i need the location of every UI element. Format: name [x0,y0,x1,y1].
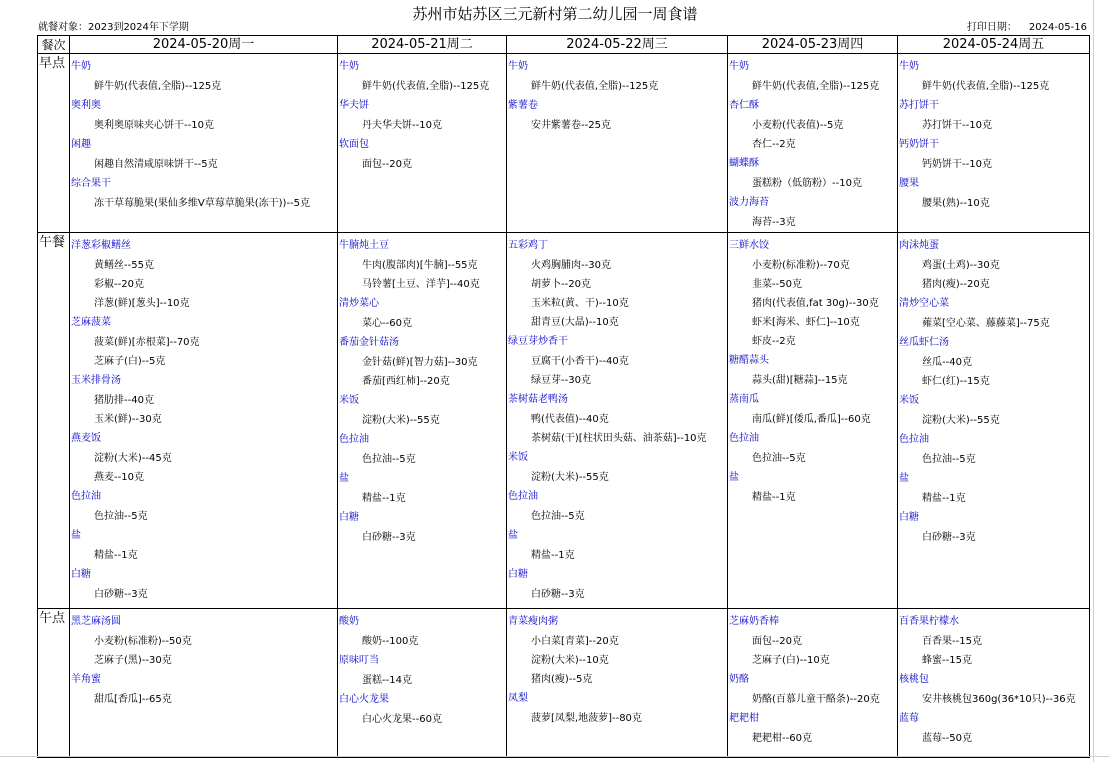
ingredient-line: 小麦粉(代表值)--5克 [752,120,844,131]
ingredient-line: 洋葱(鲜)[葱头]--10克 [94,298,190,309]
dish-name: 白糖 [899,512,919,523]
dish-name: 牛奶 [729,61,749,72]
meal-label: 午点 [38,609,70,758]
ingredient-line: 闲趣自然清咸原味饼干--5克 [94,159,218,170]
dish-name: 丝瓜虾仁汤 [899,337,949,348]
ingredient-line: 菜心--60克 [362,318,412,329]
ingredient-line: 精盐--1克 [362,493,406,504]
ingredient-line: 菠菜(鲜)[赤根菜]--70克 [94,337,200,348]
dish-name: 青菜瘦肉粥 [508,616,558,627]
dish-name: 蒸南瓜 [729,394,759,405]
ingredient-line: 酸奶--100克 [362,636,419,647]
ingredient-line: 虾皮--2克 [752,336,796,347]
ingredient-line: 火鸡胸脯肉--30克 [531,260,611,271]
ingredient-line: 淀粉(大米)--10克 [531,655,609,666]
ingredient-line: 淀粉(大米)--55克 [531,472,609,483]
ingredient-line: 鲜牛奶(代表值,全脂)--125克 [531,81,659,92]
dish-name: 米饭 [899,395,919,406]
menu-cell [728,609,898,758]
ingredient-line: 白砂糖--3克 [94,589,148,600]
print-date-label: 打印日期： [966,22,1017,33]
meal-row [38,54,1090,233]
meal-row [38,609,1090,758]
meal-label: 早点 [38,54,70,233]
ingredient-line: 胡萝卜--20克 [531,279,591,290]
ingredient-line: 小麦粉(标准粉)--50克 [94,636,192,647]
ingredient-line: 南瓜(鲜)[倭瓜,番瓜]--60克 [752,414,871,425]
ingredient-line: 鲜牛奶(代表值,全脂)--125克 [94,81,222,92]
ingredient-line: 冻干草莓脆果(果仙多维V草莓草脆果(冻干))--5克 [94,198,311,209]
meal-label: 午餐 [38,233,70,609]
dish-name: 苏打饼干 [899,100,939,111]
menu-cell [728,54,898,233]
menu-cell [338,54,507,233]
dish-name: 百香果柠檬水 [899,616,959,627]
dish-name: 耙耙柑 [729,713,759,724]
dish-name: 芝麻菠菜 [71,317,111,328]
dish-name: 米饭 [339,395,359,406]
print-date [967,22,1087,34]
ingredient-line: 玉米(鲜)--30克 [94,414,162,425]
ingredient-line: 猪肉(代表值,fat 30g)--30克 [752,298,879,309]
dish-name: 牛腩炖土豆 [339,240,389,251]
dish-name: 牛奶 [508,61,528,72]
dish-name: 综合果干 [71,178,111,189]
page-edge-right [1093,0,1094,762]
dish-name: 凤梨 [508,693,528,704]
dish-name: 波力海苔 [729,197,769,208]
dish-name: 华夫饼 [339,100,369,111]
dish-name: 牛奶 [899,61,919,72]
ingredient-line: 丹夫华夫饼--10克 [362,120,442,131]
dish-name: 色拉油 [508,491,538,502]
menu-cell [898,609,1090,758]
dish-name: 色拉油 [71,491,101,502]
dish-name: 钙奶饼干 [899,139,939,150]
ingredient-line: 腰果(熟)--10克 [922,198,990,209]
dish-name: 盐 [899,473,909,484]
ingredient-line: 马铃薯[土豆、洋芋]--40克 [362,279,480,290]
dish-name: 白糖 [508,569,528,580]
ingredient-line: 蛋糕粉（低筋粉）--10克 [752,178,862,189]
ingredient-line: 精盐--1克 [94,550,138,561]
dish-name: 番茄金针菇汤 [339,337,399,348]
ingredient-line: 面包--20克 [752,636,802,647]
weekly-menu-table [37,35,1090,758]
ingredient-line: 玉米粒(黄、干)--10克 [531,298,629,309]
page-title: 苏州市姑苏区三元新村第二幼儿园一周食谱 [412,5,698,23]
ingredient-line: 白砂糖--3克 [922,532,976,543]
ingredient-line: 丝瓜--40克 [922,357,972,368]
ingredient-line: 鸡蛋(土鸡)--30克 [922,260,1000,271]
meal-row [38,233,1090,609]
dish-name: 紫薯卷 [508,100,538,111]
menu-cell [898,233,1090,609]
ingredient-line: 淀粉(大米)--45克 [94,453,172,464]
ingredient-line: 小麦粉(标准粉)--70克 [752,260,850,271]
ingredient-line: 虾米[海米、虾仁]--10克 [752,317,860,328]
ingredient-line: 韭菜--50克 [752,279,802,290]
dish-name: 洋葱彩椒鳝丝 [71,240,131,251]
dish-name: 原味叮当 [339,655,379,666]
ingredient-line: 蛋糕--14克 [362,675,412,686]
menu-cell [507,54,728,233]
dish-name: 芝麻奶香棒 [729,616,779,627]
dish-name: 色拉油 [339,434,369,445]
ingredient-line: 蜂蜜--15克 [922,655,972,666]
ingredient-line: 精盐--1克 [531,550,575,561]
ingredient-line: 白心火龙果--60克 [362,714,442,725]
ingredient-line: 色拉油--5克 [362,454,416,465]
ingredient-line: 黄鳝丝--55克 [94,260,154,271]
day-header: 2024-05-21周二 [338,36,507,54]
dish-name: 五彩鸡丁 [508,240,548,251]
dish-name: 绿豆芽炒香干 [508,336,568,347]
ingredient-line: 精盐--1克 [752,492,796,503]
dish-name: 腰果 [899,178,919,189]
ingredient-line: 色拉油--5克 [94,511,148,522]
day-header: 2024-05-22周三 [507,36,728,54]
dish-name: 酸奶 [339,616,359,627]
ingredient-line: 杏仁--2克 [752,139,796,150]
dish-name: 糖醋蒜头 [729,355,769,366]
dish-name: 牛奶 [71,61,91,72]
menu-cell [70,233,338,609]
menu-cell [70,609,338,758]
print-date-value: 2024-05-16 [1028,22,1087,33]
dish-name: 清炒菜心 [339,298,379,309]
dish-name: 蓝莓 [899,713,919,724]
ingredient-line: 白砂糖--3克 [531,589,585,600]
dish-name: 羊角蜜 [71,674,101,685]
ingredient-line: 蓝莓--50克 [922,733,972,744]
day-header: 2024-05-20周一 [70,36,338,54]
dish-name: 三鲜水饺 [729,240,769,251]
ingredient-line: 金针菇(鲜)[智力菇]--30克 [362,357,478,368]
dish-name: 茶树菇老鸭汤 [508,394,568,405]
dish-name: 奶酪 [729,674,749,685]
dish-name: 燕麦饭 [71,433,101,444]
ingredient-line: 芝麻子(黑)--30克 [94,655,172,666]
ingredient-line: 色拉油--5克 [752,453,806,464]
dish-name: 奥利奥 [71,100,101,111]
dish-name: 杏仁酥 [729,100,759,111]
ingredient-line: 安井核桃包360g(36*10只)--36克 [922,694,1076,705]
dish-name: 软面包 [339,139,369,150]
ingredient-line: 蕹菜[空心菜、藤藤菜]--75克 [922,318,1050,329]
ingredient-line: 淀粉(大米)--55克 [362,415,440,426]
ingredient-line: 牛肉(腹部肉)[牛腩]--55克 [362,260,478,271]
ingredient-line: 奥利奥原味夹心饼干--10克 [94,120,214,131]
menu-cell [898,54,1090,233]
ingredient-line: 豆腐干(小香干)--40克 [531,356,629,367]
menu-cell [507,233,728,609]
ingredient-line: 海苔--3克 [752,217,796,228]
diner-target-value: 2023到2024年下学期 [88,22,189,33]
dish-name: 玉米排骨汤 [71,375,121,386]
dish-name: 盐 [339,473,349,484]
dish-name: 白糖 [71,569,91,580]
ingredient-line: 番茄[西红柿]--20克 [362,376,450,387]
dish-name: 牛奶 [339,61,359,72]
ingredient-line: 猪肋排--40克 [94,395,154,406]
diner-target-label: 就餐对象： [38,22,88,33]
ingredient-line: 彩椒--20克 [94,279,144,290]
day-header: 2024-05-23周四 [728,36,898,54]
ingredient-line: 耙耙柑--60克 [752,733,812,744]
menu-cell [338,609,507,758]
ingredient-line: 小白菜[青菜]--20克 [531,636,619,647]
dish-name: 蝴蝶酥 [729,158,759,169]
ingredient-line: 鸭(代表值)--40克 [531,414,609,425]
ingredient-line: 淀粉(大米)--55克 [922,415,1000,426]
ingredient-line: 鲜牛奶(代表值,全脂)--125克 [922,81,1050,92]
page-edge-bottom [0,756,1110,757]
dish-name: 白心火龙果 [339,694,389,705]
ingredient-line: 虾仁(红)--15克 [922,376,990,387]
dish-name: 黑芝麻汤圆 [71,616,121,627]
dish-name: 闲趣 [71,139,91,150]
diner-target [38,22,189,34]
ingredient-line: 精盐--1克 [922,493,966,504]
ingredient-line: 鲜牛奶(代表值,全脂)--125克 [362,81,490,92]
ingredient-line: 芝麻子(白)--5克 [94,356,166,367]
ingredient-line: 色拉油--5克 [531,511,585,522]
dish-name: 色拉油 [899,434,929,445]
ingredient-line: 蒜头(甜)[糖蒜]--15克 [752,375,848,386]
menu-cell [338,233,507,609]
menu-cell [70,54,338,233]
ingredient-line: 面包--20克 [362,159,412,170]
ingredient-line: 钙奶饼干--10克 [922,159,992,170]
dish-name: 盐 [508,530,518,541]
ingredient-line: 白砂糖--3克 [362,532,416,543]
ingredient-line: 茶树菇(干)[柱状田头菇、油茶菇]--10克 [531,433,707,444]
dish-name: 白糖 [339,512,359,523]
ingredient-line: 菠萝[凤梨,地菠萝]--80克 [531,713,642,724]
ingredient-line: 芝麻子(白)--10克 [752,655,830,666]
ingredient-line: 甜瓜[香瓜]--65克 [94,694,172,705]
dish-name: 盐 [71,530,81,541]
ingredient-line: 苏打饼干--10克 [922,120,992,131]
ingredient-line: 安井紫薯卷--25克 [531,120,611,131]
ingredient-line: 鲜牛奶(代表值,全脂)--125克 [752,81,880,92]
menu-cell [728,233,898,609]
ingredient-line: 绿豆芽--30克 [531,375,591,386]
dish-name: 肉沫炖蛋 [899,240,939,251]
ingredient-line: 甜青豆(大晶)--10克 [531,317,619,328]
ingredient-line: 猪肉(瘦)--5克 [531,674,593,685]
meal-column-header: 餐次 [38,36,70,54]
header-row [38,36,1090,54]
ingredient-line: 奶酪(百慕儿童干酪条)--20克 [752,694,880,705]
dish-name: 色拉油 [729,433,759,444]
dish-name: 清炒空心菜 [899,298,949,309]
ingredient-line: 色拉油--5克 [922,454,976,465]
day-header: 2024-05-24周五 [898,36,1090,54]
ingredient-line: 燕麦--10克 [94,472,144,483]
ingredient-line: 百香果--15克 [922,636,982,647]
ingredient-line: 猪肉(瘦)--20克 [922,279,990,290]
dish-name: 核桃包 [899,674,929,685]
dish-name: 盐 [729,472,739,483]
menu-cell [507,609,728,758]
dish-name: 米饭 [508,452,528,463]
